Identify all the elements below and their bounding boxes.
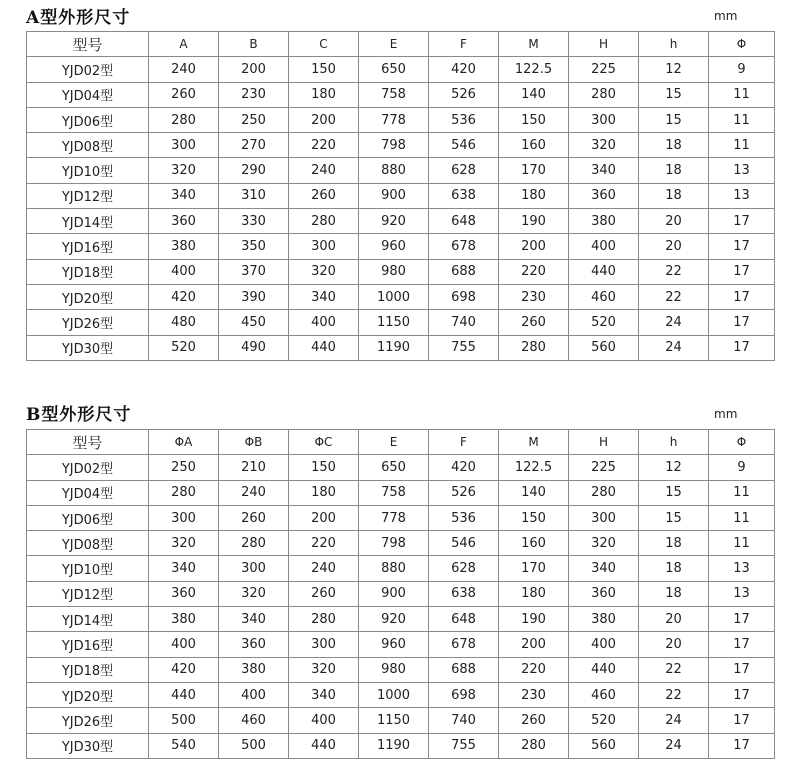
section-a-column-header: E <box>359 32 429 57</box>
value-cell: 200 <box>289 107 359 132</box>
value-cell: 230 <box>219 82 289 107</box>
section-a-column-header: F <box>429 32 499 57</box>
value-cell: 280 <box>149 480 219 505</box>
model-cell: YJD10型 <box>27 556 149 581</box>
value-cell: 490 <box>219 335 289 360</box>
value-cell: 280 <box>289 607 359 632</box>
value-cell: 698 <box>429 284 499 309</box>
value-cell: 560 <box>569 733 639 758</box>
value-cell: 180 <box>499 581 569 606</box>
section-b-unit: mm <box>714 407 738 421</box>
value-cell: 440 <box>289 733 359 758</box>
value-cell: 170 <box>499 556 569 581</box>
value-cell: 980 <box>359 259 429 284</box>
value-cell: 460 <box>569 284 639 309</box>
value-cell: 1190 <box>359 733 429 758</box>
value-cell: 270 <box>219 133 289 158</box>
value-cell: 18 <box>639 183 709 208</box>
model-cell: YJD18型 <box>27 657 149 682</box>
value-cell: 758 <box>359 82 429 107</box>
value-cell: 160 <box>499 133 569 158</box>
value-cell: 1190 <box>359 335 429 360</box>
value-cell: 678 <box>429 234 499 259</box>
value-cell: 15 <box>639 107 709 132</box>
model-cell: YJD18型 <box>27 259 149 284</box>
value-cell: 340 <box>149 183 219 208</box>
value-cell: 22 <box>639 259 709 284</box>
section-b-column-header: ΦA <box>149 430 219 455</box>
value-cell: 300 <box>289 234 359 259</box>
value-cell: 20 <box>639 209 709 234</box>
value-cell: 546 <box>429 133 499 158</box>
value-cell: 220 <box>499 259 569 284</box>
value-cell: 420 <box>429 57 499 82</box>
value-cell: 12 <box>639 455 709 480</box>
value-cell: 320 <box>569 133 639 158</box>
value-cell: 650 <box>359 455 429 480</box>
value-cell: 200 <box>219 57 289 82</box>
value-cell: 400 <box>149 632 219 657</box>
section-a-column-header: A <box>149 32 219 57</box>
value-cell: 536 <box>429 107 499 132</box>
value-cell: 340 <box>219 607 289 632</box>
section-a-body <box>27 57 775 361</box>
section-b-column-header: h <box>639 430 709 455</box>
section-a-column-header: 型号 <box>27 32 149 57</box>
model-cell: YJD16型 <box>27 234 149 259</box>
value-cell: 11 <box>709 480 775 505</box>
value-cell: 400 <box>149 259 219 284</box>
table-row <box>27 708 775 733</box>
value-cell: 960 <box>359 632 429 657</box>
table-row <box>27 284 775 309</box>
section-b-column-header: F <box>429 430 499 455</box>
value-cell: 17 <box>709 234 775 259</box>
value-cell: 320 <box>149 158 219 183</box>
value-cell: 240 <box>289 556 359 581</box>
table-row <box>27 183 775 208</box>
model-cell: YJD20型 <box>27 682 149 707</box>
value-cell: 536 <box>429 505 499 530</box>
value-cell: 380 <box>569 209 639 234</box>
section-b-title: B型外形尺寸 <box>26 405 132 425</box>
value-cell: 400 <box>569 632 639 657</box>
value-cell: 400 <box>289 708 359 733</box>
value-cell: 24 <box>639 733 709 758</box>
value-cell: 380 <box>149 607 219 632</box>
value-cell: 240 <box>149 57 219 82</box>
value-cell: 20 <box>639 234 709 259</box>
value-cell: 370 <box>219 259 289 284</box>
value-cell: 540 <box>149 733 219 758</box>
value-cell: 17 <box>709 607 775 632</box>
value-cell: 460 <box>219 708 289 733</box>
table-row <box>27 259 775 284</box>
value-cell: 360 <box>149 209 219 234</box>
section-b-column-header: M <box>499 430 569 455</box>
table-row <box>27 107 775 132</box>
value-cell: 648 <box>429 209 499 234</box>
table-row <box>27 310 775 335</box>
value-cell: 180 <box>289 82 359 107</box>
value-cell: 9 <box>709 57 775 82</box>
value-cell: 12 <box>639 57 709 82</box>
value-cell: 300 <box>149 505 219 530</box>
value-cell: 13 <box>709 556 775 581</box>
value-cell: 225 <box>569 455 639 480</box>
value-cell: 360 <box>149 581 219 606</box>
value-cell: 18 <box>639 531 709 556</box>
value-cell: 300 <box>219 556 289 581</box>
value-cell: 11 <box>709 531 775 556</box>
value-cell: 180 <box>499 183 569 208</box>
value-cell: 300 <box>569 107 639 132</box>
value-cell: 240 <box>219 480 289 505</box>
section-a-column-header: B <box>219 32 289 57</box>
model-cell: YJD30型 <box>27 335 149 360</box>
value-cell: 900 <box>359 581 429 606</box>
value-cell: 758 <box>359 480 429 505</box>
value-cell: 678 <box>429 632 499 657</box>
model-cell: YJD14型 <box>27 209 149 234</box>
value-cell: 740 <box>429 708 499 733</box>
value-cell: 1000 <box>359 682 429 707</box>
value-cell: 260 <box>289 581 359 606</box>
value-cell: 480 <box>149 310 219 335</box>
section-a-unit: mm <box>714 9 738 23</box>
value-cell: 17 <box>709 310 775 335</box>
value-cell: 880 <box>359 556 429 581</box>
value-cell: 15 <box>639 505 709 530</box>
value-cell: 560 <box>569 335 639 360</box>
value-cell: 140 <box>499 480 569 505</box>
value-cell: 220 <box>499 657 569 682</box>
value-cell: 122.5 <box>499 455 569 480</box>
section-a-column-header: H <box>569 32 639 57</box>
value-cell: 18 <box>639 133 709 158</box>
value-cell: 250 <box>149 455 219 480</box>
value-cell: 210 <box>219 455 289 480</box>
value-cell: 688 <box>429 657 499 682</box>
value-cell: 920 <box>359 209 429 234</box>
model-cell: YJD26型 <box>27 708 149 733</box>
value-cell: 400 <box>219 682 289 707</box>
value-cell: 320 <box>569 531 639 556</box>
value-cell: 340 <box>569 556 639 581</box>
value-cell: 13 <box>709 581 775 606</box>
table-row <box>27 632 775 657</box>
value-cell: 320 <box>289 657 359 682</box>
section-b-column-header: 型号 <box>27 430 149 455</box>
section-b-column-header: H <box>569 430 639 455</box>
value-cell: 170 <box>499 158 569 183</box>
value-cell: 698 <box>429 682 499 707</box>
value-cell: 260 <box>499 310 569 335</box>
table-row <box>27 82 775 107</box>
value-cell: 778 <box>359 505 429 530</box>
section-a-table <box>26 31 775 361</box>
section-b-body <box>27 455 775 759</box>
value-cell: 755 <box>429 335 499 360</box>
value-cell: 920 <box>359 607 429 632</box>
value-cell: 380 <box>219 657 289 682</box>
value-cell: 310 <box>219 183 289 208</box>
value-cell: 280 <box>569 480 639 505</box>
model-cell: YJD10型 <box>27 158 149 183</box>
value-cell: 340 <box>289 682 359 707</box>
value-cell: 200 <box>289 505 359 530</box>
model-cell: YJD12型 <box>27 183 149 208</box>
table-row <box>27 335 775 360</box>
value-cell: 300 <box>289 632 359 657</box>
model-cell: YJD06型 <box>27 505 149 530</box>
value-cell: 280 <box>499 335 569 360</box>
value-cell: 520 <box>569 708 639 733</box>
model-cell: YJD12型 <box>27 581 149 606</box>
value-cell: 500 <box>149 708 219 733</box>
value-cell: 260 <box>499 708 569 733</box>
value-cell: 220 <box>289 531 359 556</box>
table-row <box>27 505 775 530</box>
value-cell: 18 <box>639 556 709 581</box>
value-cell: 400 <box>569 234 639 259</box>
value-cell: 390 <box>219 284 289 309</box>
value-cell: 440 <box>289 335 359 360</box>
table-row <box>27 682 775 707</box>
value-cell: 18 <box>639 581 709 606</box>
section-b-header-row <box>27 430 775 455</box>
value-cell: 17 <box>709 682 775 707</box>
value-cell: 17 <box>709 284 775 309</box>
value-cell: 740 <box>429 310 499 335</box>
table-row <box>27 581 775 606</box>
table-row <box>27 209 775 234</box>
value-cell: 150 <box>289 57 359 82</box>
value-cell: 520 <box>569 310 639 335</box>
value-cell: 340 <box>289 284 359 309</box>
value-cell: 230 <box>499 682 569 707</box>
value-cell: 400 <box>289 310 359 335</box>
value-cell: 440 <box>149 682 219 707</box>
value-cell: 24 <box>639 708 709 733</box>
value-cell: 280 <box>149 107 219 132</box>
model-cell: YJD26型 <box>27 310 149 335</box>
value-cell: 360 <box>569 581 639 606</box>
section-b-header-row-group <box>27 430 775 455</box>
value-cell: 520 <box>149 335 219 360</box>
value-cell: 380 <box>149 234 219 259</box>
value-cell: 9 <box>709 455 775 480</box>
section-a-column-header: Φ <box>709 32 775 57</box>
value-cell: 280 <box>289 209 359 234</box>
value-cell: 160 <box>499 531 569 556</box>
value-cell: 526 <box>429 82 499 107</box>
section-b-column-header: ΦC <box>289 430 359 455</box>
value-cell: 1000 <box>359 284 429 309</box>
value-cell: 798 <box>359 531 429 556</box>
value-cell: 20 <box>639 632 709 657</box>
value-cell: 440 <box>569 259 639 284</box>
value-cell: 150 <box>499 505 569 530</box>
value-cell: 122.5 <box>499 57 569 82</box>
value-cell: 11 <box>709 82 775 107</box>
value-cell: 650 <box>359 57 429 82</box>
value-cell: 1150 <box>359 310 429 335</box>
value-cell: 260 <box>149 82 219 107</box>
value-cell: 17 <box>709 733 775 758</box>
value-cell: 200 <box>499 632 569 657</box>
value-cell: 960 <box>359 234 429 259</box>
table-row <box>27 531 775 556</box>
value-cell: 220 <box>289 133 359 158</box>
value-cell: 360 <box>219 632 289 657</box>
value-cell: 546 <box>429 531 499 556</box>
section-b-table <box>26 429 775 759</box>
value-cell: 17 <box>709 632 775 657</box>
value-cell: 18 <box>639 158 709 183</box>
value-cell: 225 <box>569 57 639 82</box>
section-b-column-header: E <box>359 430 429 455</box>
table-row <box>27 57 775 82</box>
model-cell: YJD06型 <box>27 107 149 132</box>
value-cell: 22 <box>639 682 709 707</box>
model-cell: YJD02型 <box>27 57 149 82</box>
value-cell: 22 <box>639 284 709 309</box>
model-cell: YJD08型 <box>27 531 149 556</box>
value-cell: 17 <box>709 657 775 682</box>
value-cell: 300 <box>569 505 639 530</box>
value-cell: 440 <box>569 657 639 682</box>
value-cell: 880 <box>359 158 429 183</box>
value-cell: 500 <box>219 733 289 758</box>
value-cell: 24 <box>639 335 709 360</box>
value-cell: 17 <box>709 259 775 284</box>
table-row <box>27 455 775 480</box>
section-a-column-header: C <box>289 32 359 57</box>
table-row <box>27 133 775 158</box>
value-cell: 688 <box>429 259 499 284</box>
value-cell: 798 <box>359 133 429 158</box>
value-cell: 320 <box>149 531 219 556</box>
section-a-column-header: M <box>499 32 569 57</box>
value-cell: 526 <box>429 480 499 505</box>
value-cell: 330 <box>219 209 289 234</box>
value-cell: 17 <box>709 708 775 733</box>
value-cell: 22 <box>639 657 709 682</box>
value-cell: 380 <box>569 607 639 632</box>
value-cell: 11 <box>709 505 775 530</box>
value-cell: 980 <box>359 657 429 682</box>
value-cell: 340 <box>569 158 639 183</box>
table-row <box>27 234 775 259</box>
value-cell: 15 <box>639 82 709 107</box>
model-cell: YJD20型 <box>27 284 149 309</box>
value-cell: 13 <box>709 158 775 183</box>
value-cell: 755 <box>429 733 499 758</box>
model-cell: YJD02型 <box>27 455 149 480</box>
value-cell: 350 <box>219 234 289 259</box>
value-cell: 190 <box>499 209 569 234</box>
value-cell: 638 <box>429 183 499 208</box>
table-row <box>27 158 775 183</box>
section-a-column-header: h <box>639 32 709 57</box>
model-cell: YJD04型 <box>27 480 149 505</box>
value-cell: 280 <box>219 531 289 556</box>
value-cell: 628 <box>429 556 499 581</box>
section-a-header-row <box>27 32 775 57</box>
section-b-column-header: ΦB <box>219 430 289 455</box>
value-cell: 260 <box>289 183 359 208</box>
value-cell: 15 <box>639 480 709 505</box>
value-cell: 13 <box>709 183 775 208</box>
value-cell: 24 <box>639 310 709 335</box>
value-cell: 11 <box>709 133 775 158</box>
value-cell: 628 <box>429 158 499 183</box>
value-cell: 250 <box>219 107 289 132</box>
value-cell: 638 <box>429 581 499 606</box>
value-cell: 150 <box>499 107 569 132</box>
table-row <box>27 657 775 682</box>
value-cell: 320 <box>289 259 359 284</box>
value-cell: 360 <box>569 183 639 208</box>
value-cell: 200 <box>499 234 569 259</box>
model-cell: YJD04型 <box>27 82 149 107</box>
value-cell: 140 <box>499 82 569 107</box>
value-cell: 320 <box>219 581 289 606</box>
model-cell: YJD08型 <box>27 133 149 158</box>
section-a-header-row-group <box>27 32 775 57</box>
table-row <box>27 607 775 632</box>
value-cell: 420 <box>429 455 499 480</box>
value-cell: 17 <box>709 335 775 360</box>
value-cell: 280 <box>499 733 569 758</box>
table-row <box>27 480 775 505</box>
model-cell: YJD16型 <box>27 632 149 657</box>
table-row <box>27 556 775 581</box>
model-cell: YJD30型 <box>27 733 149 758</box>
value-cell: 420 <box>149 657 219 682</box>
value-cell: 290 <box>219 158 289 183</box>
value-cell: 280 <box>569 82 639 107</box>
value-cell: 648 <box>429 607 499 632</box>
value-cell: 20 <box>639 607 709 632</box>
model-cell: YJD14型 <box>27 607 149 632</box>
section-b-column-header: Φ <box>709 430 775 455</box>
value-cell: 260 <box>219 505 289 530</box>
value-cell: 11 <box>709 107 775 132</box>
section-a-title: A型外形尺寸 <box>26 8 131 28</box>
value-cell: 190 <box>499 607 569 632</box>
value-cell: 340 <box>149 556 219 581</box>
value-cell: 300 <box>149 133 219 158</box>
value-cell: 240 <box>289 158 359 183</box>
value-cell: 150 <box>289 455 359 480</box>
value-cell: 460 <box>569 682 639 707</box>
value-cell: 450 <box>219 310 289 335</box>
value-cell: 17 <box>709 209 775 234</box>
value-cell: 180 <box>289 480 359 505</box>
value-cell: 1150 <box>359 708 429 733</box>
value-cell: 230 <box>499 284 569 309</box>
value-cell: 778 <box>359 107 429 132</box>
value-cell: 420 <box>149 284 219 309</box>
table-row <box>27 733 775 758</box>
value-cell: 900 <box>359 183 429 208</box>
